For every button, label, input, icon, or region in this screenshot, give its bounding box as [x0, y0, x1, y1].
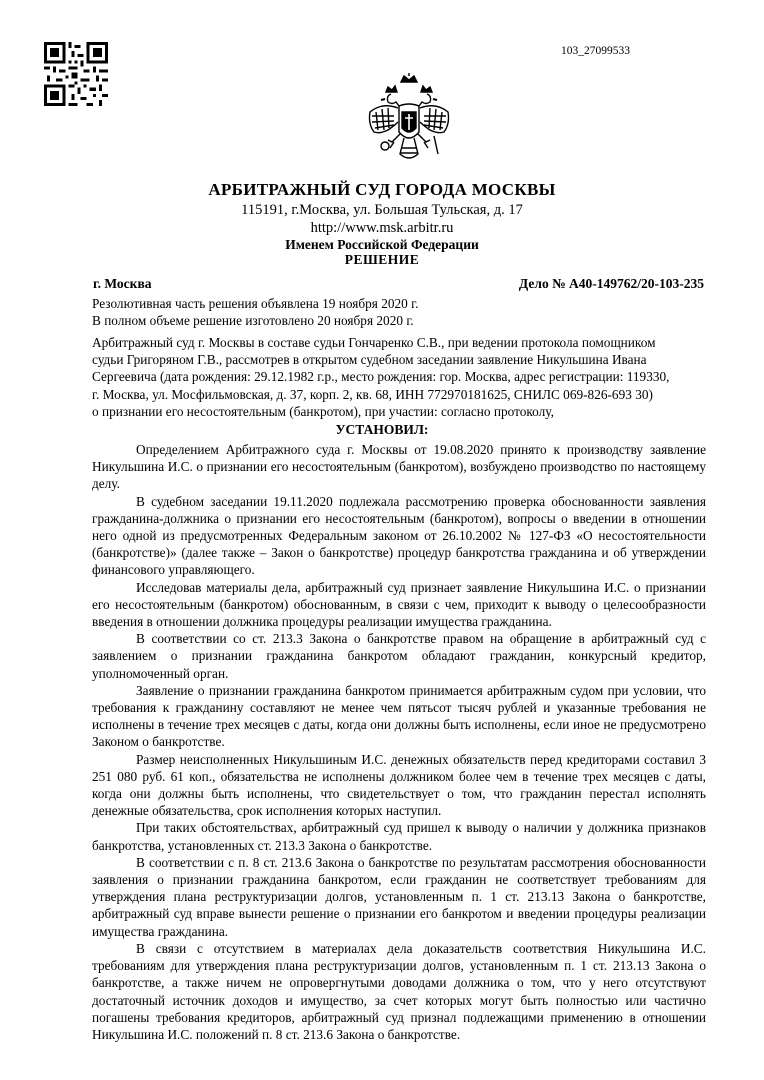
- resolution-date-line: Резолютивная часть решения объявлена 19 ноября 2020 г.: [92, 296, 419, 311]
- paragraph: Размер неисполненных Никульшиным И.С. денежных обязательств перед кредиторами составил 3 251 080 руб. 61 коп., обязательства не исполнены должником более чем в течение трех месяцев с даты, когда они должны быть исполнены, что свидетельствует о том, что гражданин перестал исполнять денежные обязательства, срок исполнения которых наступил.: [92, 751, 706, 819]
- decision-dates: [92, 295, 706, 329]
- city: г. Москва: [93, 276, 152, 291]
- paragraph: При таких обстоятельствах, арбитражный суд пришел к выводу о наличии у должника признаков банкротства, установленных ст. 213.3 Закона о банкротстве.: [92, 820, 706, 853]
- paragraph: В связи с отсутствием в материалах дела доказательств соответствия Никульшина И.С. требованиям для утверждения плана реструктуризации долгов, установленным п. 1 ст. 213.13 Закона о банкротстве, а также ничем не опровергнутыми доводами должника о том, что у него отсутствуют достаточный источник доходов и имущество, за счет которых могут быть полностью или частично погашены требования кредиторов, арбитражный суд признал подлежащими применению в отношении Никульшина И.С. положений п. 8 ст. 213.6 Закона о банкротстве.: [92, 940, 706, 1042]
- qr-code: [44, 42, 108, 106]
- court-website: http://www.msk.arbitr.ru: [310, 220, 454, 236]
- intro-line: г. Москва, ул. Мосфильмовская, д. 37, корп. 2, кв. 68, ИНН 772970181625, СНИЛС 069-826-693 30): [92, 386, 653, 402]
- court-name: АРБИТРАЖНЫЙ СУД ГОРОДА МОСКВЫ: [208, 180, 556, 199]
- paragraph: Заявление о признании гражданина банкротом принимается арбитражным судом при условии, что требования к гражданину составляют не менее чем пятьсот тысяч рублей и указанные требования не исполнены в течение трех месяцев с даты, когда они должны быть исполнены, если иное не предусмотрено Законом о банкротстве.: [92, 682, 706, 750]
- case-number: Дело № А40-149762/20-103-235: [518, 276, 704, 291]
- paragraph: В соответствии со ст. 213.3 Закона о банкротстве правом на обращение в арбитражный суд с заявлением о признании гражданина банкротом обладают гражданин, конкурсный кредитор, уполномоченный орган.: [92, 631, 706, 681]
- paragraph: В соответствии с п. 8 ст. 213.6 Закона о банкротстве по результатам рассмотрения обоснованности заявления о признании гражданина банкротом, если гражданин не соответствует требованиям для утверждения плана реструктуризации долгов, установленным п. 1 ст. 213.13 Закона о банкротстве, арбитражный суд вправе вынести решение о признании его банкротом и введении процедуры реализации имущества гражданина.: [92, 854, 706, 939]
- coat-of-arms-emblem: [364, 72, 454, 168]
- document-type-title: РЕШЕНИЕ: [344, 252, 420, 267]
- in-name-of-federation: Именем Российской Федерации: [285, 237, 479, 252]
- paragraph: Определением Арбитражного суда г. Москвы от 19.08.2020 принято к производству заявление Никульшина И.С. о признании его несостоятельным (банкротом), возбуждено производство по настоящему делу.: [92, 442, 706, 492]
- intro-line: о признании его несостоятельным (банкротом), при участии: согласно протоколу,: [92, 403, 554, 419]
- established-body: [92, 441, 706, 1043]
- established-heading: УСТАНОВИЛ:: [335, 422, 429, 437]
- paragraph: В судебном заседании 19.11.2020 подлежала рассмотрению проверка обоснованности заявления гражданина-должника о признании его несостоятельным (банкротом), вопросы о введении в отношении него одной из предусмотренных Федеральным законом от 26.10.2002 № 127-ФЗ «О несостоятельности (банкротстве)» (далее также – Закон о банкротстве) процедур банкротства гражданина и об утверждении финансового управляющего.: [92, 493, 706, 578]
- full-decision-date-line: В полном объеме решение изготовлено 20 ноября 2020 г.: [92, 313, 414, 329]
- intro-line: Арбитражный суд г. Москвы в составе судьи Гончаренко С.В., при ведении протокола помощником: [92, 335, 656, 350]
- intro-paragraph: [92, 334, 706, 420]
- paragraph: Исследовав материалы дела, арбитражный суд признает заявление Никульшина И.С. о признании его несостоятельным (банкротом) обоснованным, в связи с чем, приходит к выводу о целесообразности введения в отношении должника процедуры реализации имущества гражданина.: [92, 579, 706, 630]
- intro-line: Сергеевича (дата рождения: 29.12.1982 г.р., место рождения: гор. Москва, адрес регистрации: 119330,: [92, 369, 670, 385]
- intro-line: судьи Григоряном Г.В., рассмотрев в открытом судебном заседании заявление Никульшина Ивана: [92, 352, 647, 368]
- court-address: 115191, г.Москва, ул. Большая Тульская, д. 17: [241, 202, 523, 218]
- document-number: 103_27099533: [561, 45, 630, 57]
